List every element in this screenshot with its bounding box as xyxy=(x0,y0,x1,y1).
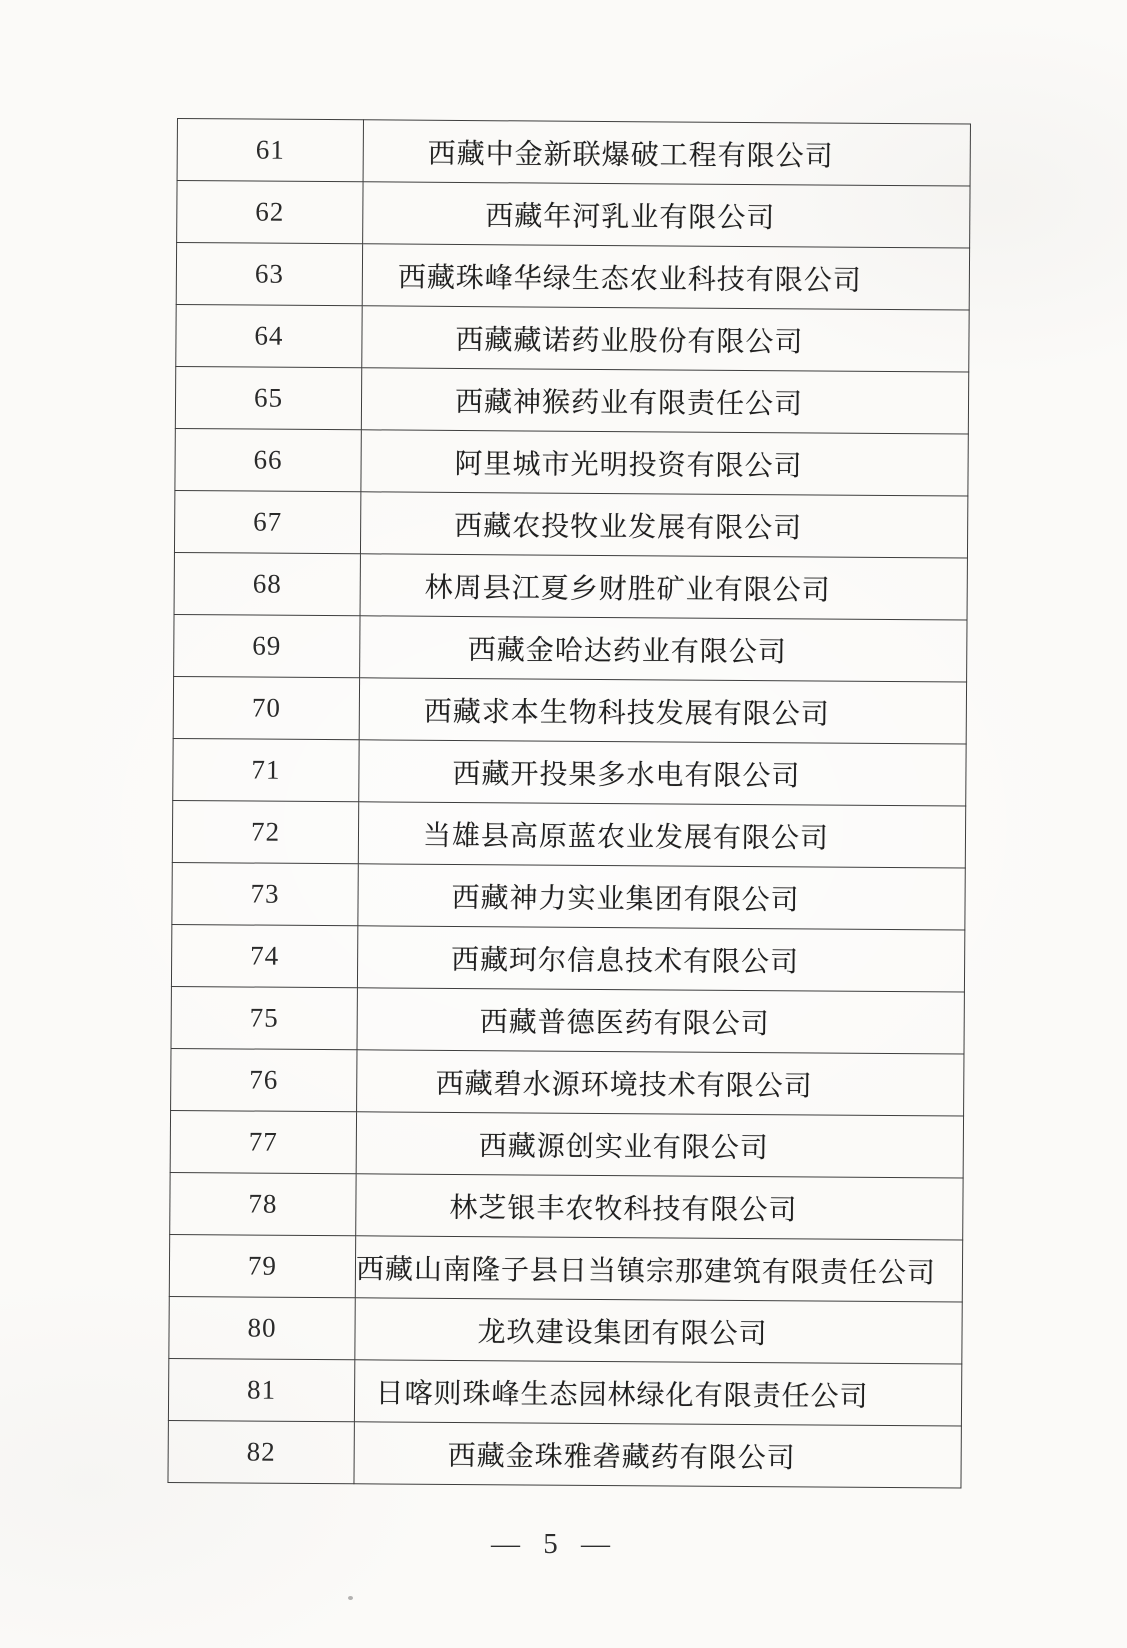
row-number-cell: 71 xyxy=(173,738,359,801)
company-name-cell: 林周县江夏乡财胜矿业有限公司 xyxy=(360,554,967,620)
table-row xyxy=(172,862,965,930)
row-number-cell: 62 xyxy=(177,181,363,244)
company-name-cell: 西藏金珠雅砻藏药有限公司 xyxy=(354,1422,961,1488)
company-list-table-body xyxy=(168,119,971,1489)
company-name-cell: 龙玖建设集团有限公司 xyxy=(355,1298,962,1364)
company-name-cell: 西藏农投牧业发展有限公司 xyxy=(360,492,967,558)
company-name-cell: 林芝银丰农牧科技有限公司 xyxy=(356,1174,963,1240)
row-number-cell: 63 xyxy=(176,243,362,306)
company-name-cell: 西藏开投果多水电有限公司 xyxy=(359,740,966,806)
table-row xyxy=(168,1358,961,1426)
table-row xyxy=(177,181,970,249)
table-row xyxy=(174,552,967,620)
company-name-cell: 西藏源创实业有限公司 xyxy=(356,1112,963,1178)
row-number-cell: 76 xyxy=(171,1048,357,1111)
row-number-cell: 69 xyxy=(174,614,360,677)
row-number-cell: 79 xyxy=(169,1234,355,1297)
table-row xyxy=(172,800,965,868)
row-number-cell: 64 xyxy=(176,304,362,367)
table-row xyxy=(169,1234,962,1302)
page-number: — 5 — xyxy=(491,1528,612,1560)
table-row xyxy=(171,924,964,992)
company-name-cell: 西藏金哈达药业有限公司 xyxy=(360,616,967,682)
row-number-cell: 61 xyxy=(177,119,363,182)
row-number-cell: 82 xyxy=(168,1420,354,1483)
table-row xyxy=(176,243,969,311)
company-name-cell: 西藏神猴药业有限责任公司 xyxy=(361,368,968,434)
company-name-cell: 西藏求本生物科技发展有限公司 xyxy=(359,678,966,744)
table-row xyxy=(177,119,970,187)
row-number-cell: 77 xyxy=(170,1110,356,1173)
table-row xyxy=(171,1048,964,1116)
table-row xyxy=(174,614,967,682)
row-number-cell: 81 xyxy=(168,1358,354,1421)
row-number-cell: 66 xyxy=(175,428,361,491)
table-row xyxy=(170,1172,963,1240)
table-row xyxy=(169,1296,962,1364)
company-name-cell: 西藏年河乳业有限公司 xyxy=(363,182,970,248)
table-row xyxy=(175,428,968,496)
row-number-cell: 68 xyxy=(174,552,360,615)
row-number-cell: 74 xyxy=(171,924,357,987)
company-list-table xyxy=(167,118,971,1489)
company-name-cell: 西藏珂尔信息技术有限公司 xyxy=(357,926,964,992)
company-name-cell: 当雄县高原蓝农业发展有限公司 xyxy=(358,802,965,868)
company-name-cell: 西藏普德医药有限公司 xyxy=(357,988,964,1054)
row-number-cell: 80 xyxy=(169,1296,355,1359)
table-row xyxy=(174,490,967,558)
company-name-cell: 阿里城市光明投资有限公司 xyxy=(361,430,968,496)
table-row xyxy=(173,676,966,744)
row-number-cell: 70 xyxy=(173,676,359,739)
company-name-cell: 西藏碧水源环境技术有限公司 xyxy=(357,1050,964,1116)
company-name-cell: 西藏珠峰华绿生态农业科技有限公司 xyxy=(362,244,969,310)
table-row xyxy=(176,304,969,372)
row-number-cell: 78 xyxy=(170,1172,356,1235)
company-name-cell: 西藏神力实业集团有限公司 xyxy=(358,864,965,930)
row-number-cell: 65 xyxy=(175,366,361,429)
row-number-cell: 75 xyxy=(171,986,357,1049)
table-row xyxy=(170,1110,963,1178)
company-name-cell: 西藏中金新联爆破工程有限公司 xyxy=(363,120,970,186)
row-number-cell: 72 xyxy=(172,800,358,863)
company-name-cell: 西藏藏诺药业股份有限公司 xyxy=(362,306,969,372)
table-row xyxy=(175,366,968,434)
row-number-cell: 67 xyxy=(174,490,360,553)
table-row xyxy=(173,738,966,806)
table-row xyxy=(168,1420,961,1488)
row-number-cell: 73 xyxy=(172,862,358,925)
table-row xyxy=(171,986,964,1054)
scan-artifact-speck xyxy=(348,1596,353,1600)
company-name-cell: 西藏山南隆子县日当镇宗那建筑有限责任公司 xyxy=(355,1236,962,1302)
company-name-cell: 日喀则珠峰生态园林绿化有限责任公司 xyxy=(354,1360,961,1426)
